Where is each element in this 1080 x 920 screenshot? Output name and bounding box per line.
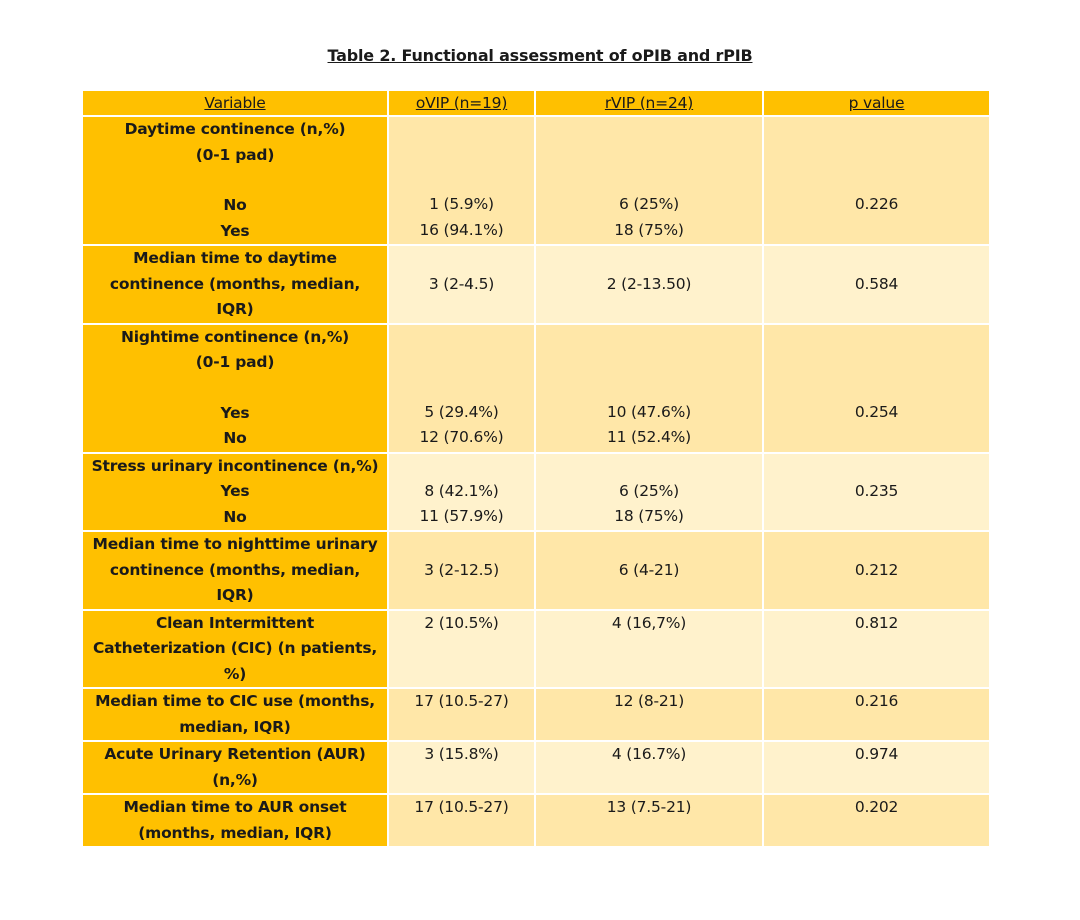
p-value-cell	[763, 453, 990, 532]
header-ovip: oVIP (n=19)	[388, 90, 535, 116]
table-caption: Table 2. Functional assessment of oPIB and rPIB	[327, 46, 753, 65]
variable-cell: Clean Intermittent Catheterization (CIC) (n patients, %)	[82, 610, 388, 689]
ovip-value: 5 (29.4%)	[424, 402, 499, 421]
table-row	[82, 610, 990, 689]
table-row	[82, 688, 990, 741]
rvip-cell: 13 (7.5-21)	[535, 794, 763, 847]
p-value-cell: 0.812	[763, 610, 990, 689]
functional-assessment-table	[81, 89, 991, 848]
rvip-value: 10 (47.6%)	[607, 402, 691, 421]
ovip-cell: 3 (2-12.5)	[388, 531, 535, 610]
header-variable: Variable	[82, 90, 388, 116]
rvip-cell: 4 (16,7%)	[535, 610, 763, 689]
variable-subtitle: (0-1 pad)	[195, 353, 275, 371]
table-row	[82, 741, 990, 794]
p-value: 0.226	[854, 195, 899, 213]
ovip-value: 1 (5.9%)	[429, 195, 494, 213]
rvip-cell: 2 (2-13.50)	[535, 245, 763, 324]
rvip-cell: 4 (16.7%)	[535, 741, 763, 794]
variable-title: Nightime continence (n,%)	[120, 327, 350, 346]
p-value-cell: 0.212	[763, 531, 990, 610]
rvip-value: 18 (75%)	[614, 220, 684, 239]
variable-cell: Median time to nighttime urinary continence (months, median, IQR)	[82, 531, 388, 610]
variable-title: Daytime continence (n,%)	[124, 120, 346, 138]
rvip-cell: 6 (4-21)	[535, 531, 763, 610]
rvip-cell	[535, 453, 763, 532]
ovip-cell: 2 (10.5%)	[388, 610, 535, 689]
variable-title: Stress urinary incontinence (n,%)	[91, 456, 379, 475]
ovip-cell	[388, 116, 535, 245]
table-row	[82, 116, 990, 245]
variable-cell: Acute Urinary Retention (AUR) (n,%)	[82, 741, 388, 794]
ovip-cell: 3 (2-4.5)	[388, 245, 535, 324]
p-value-cell: 0.974	[763, 741, 990, 794]
header-rvip: rVIP (n=24)	[535, 90, 763, 116]
variable-cell: Median time to AUR onset (months, median, IQR)	[82, 794, 388, 847]
ovip-cell: 17 (10.5-27)	[388, 688, 535, 741]
variable-cell: Median time to CIC use (months, median, IQR)	[82, 688, 388, 741]
rvip-value: 6 (25%)	[619, 195, 679, 213]
ovip-value: 11 (57.9%)	[419, 507, 504, 525]
p-value-cell	[763, 116, 990, 245]
header-row	[82, 90, 990, 116]
ovip-value: 16 (94.1%)	[419, 220, 504, 239]
table-row	[82, 245, 990, 324]
ovip-value: 8 (42.1%)	[424, 481, 499, 500]
p-value-cell	[763, 324, 990, 453]
level-label: Yes	[220, 482, 250, 500]
level-label: Yes	[220, 221, 250, 240]
ovip-cell	[388, 324, 535, 453]
p-value: 0.235	[854, 481, 899, 500]
level-label: Yes	[220, 403, 250, 422]
rvip-cell	[535, 116, 763, 245]
p-value-cell: 0.584	[763, 245, 990, 324]
table-row	[82, 324, 990, 453]
variable-cell	[82, 453, 388, 532]
variable-subtitle: (0-1 pad)	[195, 145, 275, 164]
level-label: No	[223, 196, 247, 214]
table-row	[82, 794, 990, 847]
ovip-cell: 3 (15.8%)	[388, 741, 535, 794]
ovip-value: 12 (70.6%)	[419, 428, 504, 446]
rvip-value: 6 (25%)	[619, 481, 679, 500]
table-row	[82, 453, 990, 532]
ovip-cell	[388, 453, 535, 532]
rvip-value: 11 (52.4%)	[607, 428, 691, 446]
level-label: No	[223, 429, 247, 447]
p-value-cell: 0.216	[763, 688, 990, 741]
rvip-cell	[535, 324, 763, 453]
rvip-value: 18 (75%)	[614, 507, 684, 525]
variable-cell: Median time to daytime continence (months, median, IQR)	[82, 245, 388, 324]
variable-cell	[82, 324, 388, 453]
table-row	[82, 531, 990, 610]
p-value: 0.254	[854, 402, 899, 421]
header-p-value: p value	[763, 90, 990, 116]
p-value-cell: 0.202	[763, 794, 990, 847]
rvip-cell: 12 (8-21)	[535, 688, 763, 741]
variable-cell	[82, 116, 388, 245]
level-label: No	[223, 507, 247, 526]
ovip-cell: 17 (10.5-27)	[388, 794, 535, 847]
